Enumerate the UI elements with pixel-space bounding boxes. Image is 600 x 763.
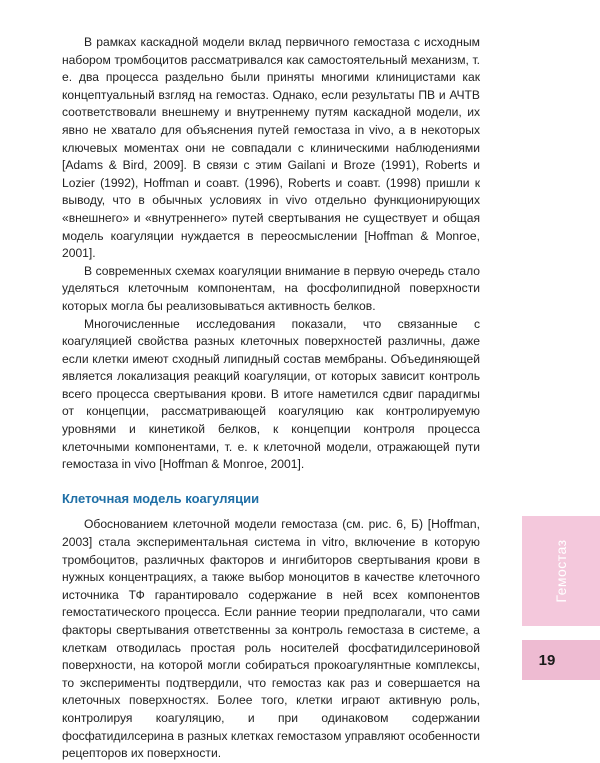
section-heading: Клеточная модель коагуляции [62, 490, 260, 506]
section-paragraph: Обоснованием клеточной модели гемостаза (см. рис. 6, Б) [Hoffman, 2003] стала экспериментальная система in vitro, включение в которую тромбоцитов, различных факторов и ингибиторов свертывания крови в нужных концентрациях, а также выбор моноцитов в качестве клеточного источника ТФ гарантировало содержание в ней всех компонентов гемостатического процесса. Если ранние теории предполагали, что сами факторы свертывания ответственны за контроль гемостаза в системе, а клеткам отводилась простая роль носителей фосфатидилсериновой поверхности, на которой могли собираться прокоагулянтные комплексы, то эксперименты подтвердили, что гемостаз как раз и совершается на клеточных поверхностях. Более того, клетки играют активную роль, контролируя коагуляцию, и при одинаковом содержании фосфатидилсерина в разных клетках гемостазом управляют особенности рецепторов их поверхности. [62, 517, 480, 761]
page-number: 19 [538, 651, 556, 669]
chapter-tab-label: Гемостаз [553, 539, 569, 603]
page-number-box [522, 640, 600, 680]
paragraph-3: Многочисленные исследования показали, что связанные с коагуляцией свойства разных клеточных поверхностей различны, даже если клетки имеют сходный липидный состав мембраны. Объединяющей является локализация реакций коагуляции, от которых зависит контроль всего процесса свертывания крови. В итоге наметился сдвиг парадигмы от концепции, рассматривающей коагуляцию как контролируемую уровнями и кинетикой белков, к концепции контроля процесса клеточными компонентами, т. е. к клеточной модели, отражающей пути гемостаза in vivo [Hoffman & Monroe, 2001]. [62, 316, 480, 472]
main-text-column [62, 34, 480, 763]
paragraph-2: В современных схемах коагуляции внимание в первую очередь стало уделяться клеточным компонентам, на фосфолипидной поверхности которых могла бы реализовываться активность белков. [62, 263, 480, 313]
chapter-side-tab [522, 516, 600, 626]
paragraph-1: В рамках каскадной модели вклад первичного гемостаза с исходным набором тромбоцитов рассматривался как самостоятельный механизм, т. е. два процесса раздельно были приняты многими клиницистами как концептуальный взгляд на гемостаз. Однако, если результаты ПВ и АЧТВ соответствовали внешнему и внутреннему путям каскадной модели, их явно не хватало для объяснения путей гемостаза in vivo, а в некоторых ключевых моментах они не совпадали с клиническими наблюдениями [Adams & Bird, 2009]. В связи с этим Gailani и Broze (1991), Roberts и Lozier (1992), Hoffman и соавт. (1996), Roberts и соавт. (1998) пришли к выводу, что в обычных условиях in vivo отдельно функционирующих «внешнего» и «внутреннего» путей свертывания не существует и общая модель коагуляции нуждается в переосмыслении [Hoffman & Monroe, 2001]. [62, 35, 480, 261]
